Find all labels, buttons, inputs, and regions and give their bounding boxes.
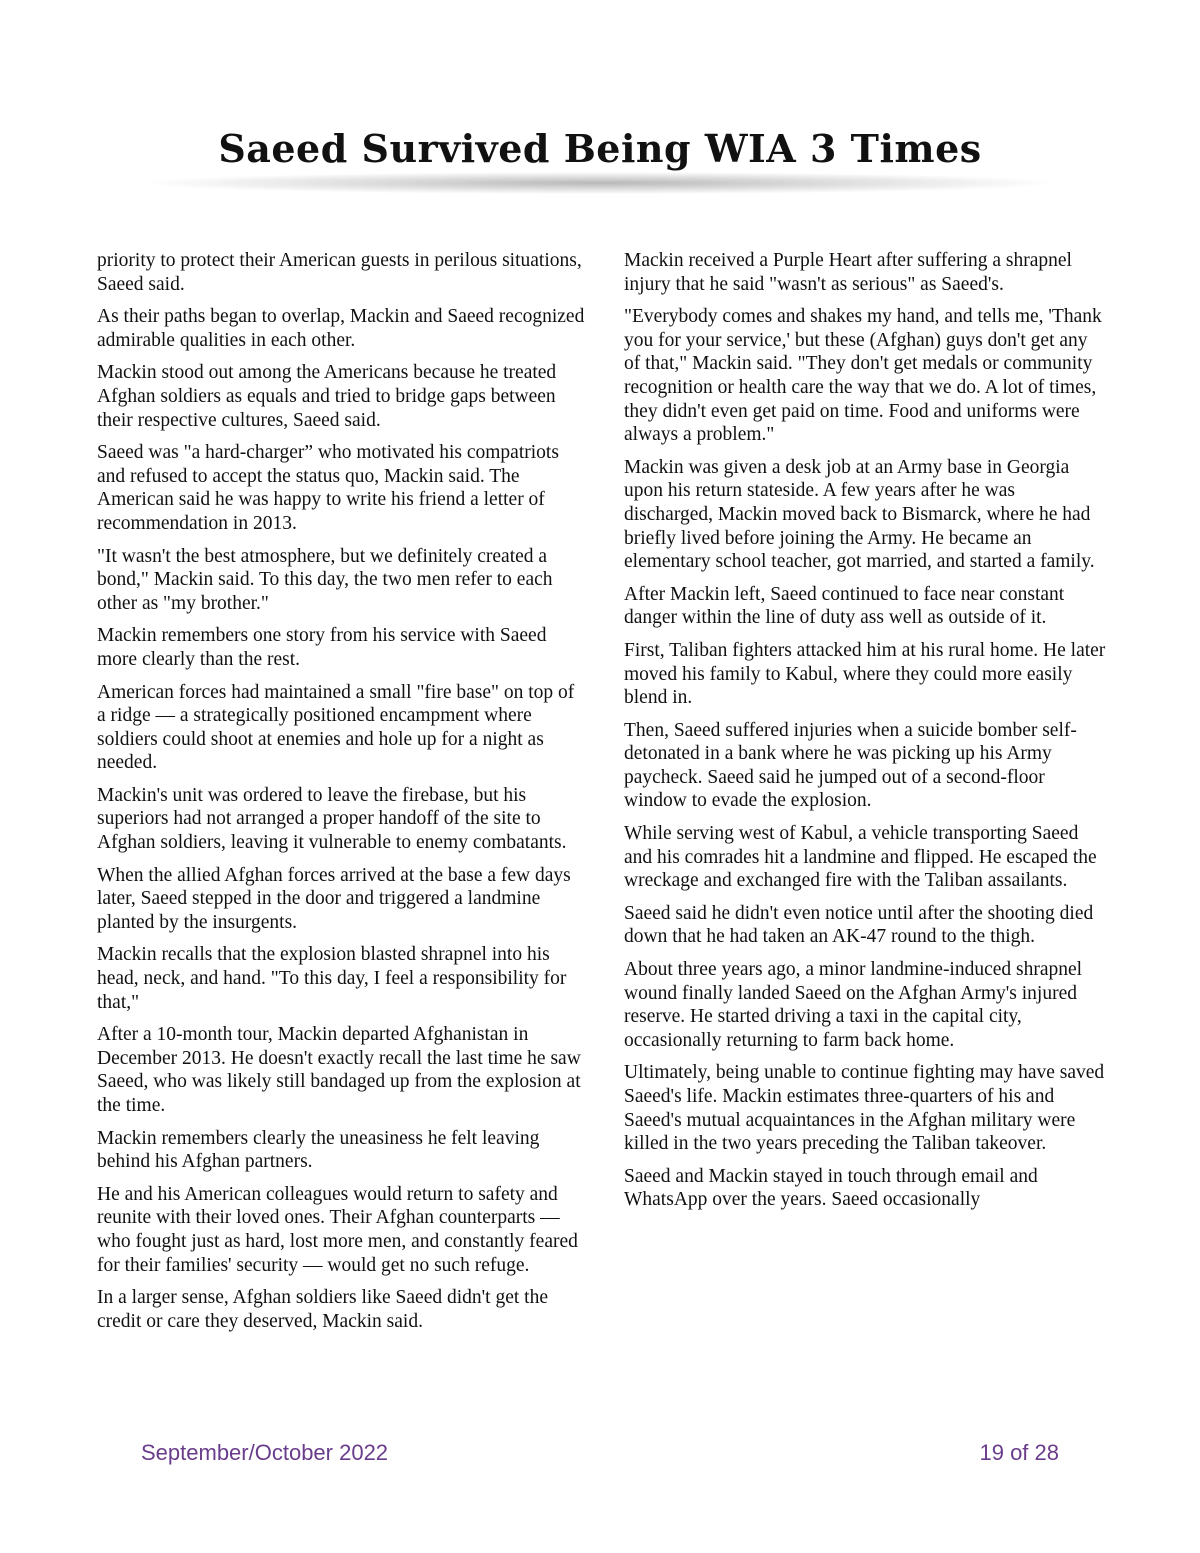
right-column bbox=[624, 249, 1108, 1221]
paragraph: "It wasn't the best atmosphere, but we definitely created a bond," Mackin said. To this day, the two men refer to each other as "my brother." bbox=[97, 545, 553, 614]
footer-issue-date: September/October 2022 bbox=[141, 1440, 389, 1465]
footer-page-number: 19 of 28 bbox=[979, 1440, 1059, 1465]
paragraph: After a 10-month tour, Mackin departed Afghanistan in December 2013. He doesn't exactly recall the last time he saw Saeed, who was likely still bandaged up from the explosion at the time. bbox=[97, 1024, 581, 1116]
paragraph: "Everybody comes and shakes my hand, and tells me, 'Thank you for your service,' but these (Afghan) guys don't get any of that," Mackin said. "They don't get medals or community recognition or health care the way that we do. A lot of times, they didn't even get paid on time. Food and uniforms were always a problem." bbox=[624, 306, 1102, 446]
paragraph: Saeed was "a hard-charger” who motivated his compatriots and refused to accept the status quo, Mackin said. The American said he was happy to write his friend a letter of recommendation in 2013. bbox=[97, 442, 559, 534]
paragraph: priority to protect their American guests in perilous situations, Saeed said. bbox=[97, 250, 582, 295]
paragraph: Mackin stood out among the Americans because he treated Afghan soldiers as equals and tried to bridge gaps between their respective cultures, Saeed said. bbox=[97, 362, 557, 431]
paragraph: Mackin received a Purple Heart after suffering a shrapnel injury that he said "wasn't as serious" as Saeed's. bbox=[624, 250, 1072, 295]
paragraph: American forces had maintained a small "fire base" on top of a ridge — a strategically positioned encampment where soldiers could shoot at enemies and hole up for a night as needed. bbox=[97, 681, 575, 774]
paragraph: Mackin recalls that the explosion blasted shrapnel into his head, neck, and hand. "To this day, I feel a responsibility for that," bbox=[97, 944, 567, 1013]
paragraph: Then, Saeed suffered injuries when a suicide bomber self-detonated in a bank where he was picking up his Army paycheck. Saeed said he jumped out of a second-floor window to evade the explosion. bbox=[624, 719, 1077, 812]
paragraph: Mackin was given a desk job at an Army base in Georgia upon his return stateside. A few years after he was discharged, Mackin moved back to Bismarck, where he had briefly lived before joining the Army. He became an elementary school teacher, got married, and started a family. bbox=[624, 456, 1095, 573]
paragraph: After Mackin left, Saeed continued to face near constant danger within the line of duty ass well as outside of it. bbox=[624, 583, 1065, 629]
paragraph: Mackin remembers one story from his service with Saeed more clearly than the rest. bbox=[97, 625, 547, 670]
paragraph: First, Taliban fighters attacked him at his rural home. He later moved his family to Kabul, where they could more easily blend in. bbox=[624, 639, 1106, 709]
title-shadow-divider bbox=[150, 172, 1050, 194]
paragraph: When the allied Afghan forces arrived at the base a few days later, Saeed stepped in the door and triggered a landmine planted by the insurgents. bbox=[97, 864, 571, 933]
page-title: Saeed Survived Being WIA 3 Times bbox=[218, 126, 982, 171]
paragraph: Mackin remembers clearly the uneasiness he felt leaving behind his Afghan partners. bbox=[97, 1127, 540, 1173]
paragraph: As their paths began to overlap, Mackin and Saeed recognized admirable qualities in each other. bbox=[97, 306, 585, 351]
paragraph: About three years ago, a minor landmine-induced shrapnel wound finally landed Saeed on the Afghan Army's injured reserve. He started driving a taxi in the capital city, occasionally returning to farm back home. bbox=[624, 959, 1083, 1051]
left-column bbox=[97, 249, 587, 1342]
paragraph: Saeed said he didn't even notice until after the shooting died down that he had taken an AK-47 round to the thigh. bbox=[624, 902, 1094, 948]
paragraph: He and his American colleagues would return to safety and reunite with their loved ones. Their Afghan counterparts — who fought just as hard, lost more men, and constantly feared for their families' security — would get no such refuge. bbox=[97, 1183, 578, 1276]
paragraph: In a larger sense, Afghan soldiers like Saeed didn't get the credit or care they deserved, Mackin said. bbox=[97, 1287, 548, 1332]
paragraph: Mackin's unit was ordered to leave the firebase, but his superiors had not arranged a proper handoff of the site to Afghan soldiers, leaving it vulnerable to enemy combatants. bbox=[97, 784, 567, 854]
paragraph: While serving west of Kabul, a vehicle transporting Saeed and his comrades hit a landmine and flipped. He escaped the wreckage and exchanged fire with the Taliban assailants. bbox=[624, 823, 1097, 892]
paragraph: Ultimately, being unable to continue fighting may have saved Saeed's life. Mackin estimates three-quarters of his and Saeed's mutual acquaintances in the Afghan military were killed in the two years preceding the Taliban takeover. bbox=[624, 1062, 1105, 1155]
paragraph: Saeed and Mackin stayed in touch through email and WhatsApp over the years. Saeed occasionally bbox=[624, 1165, 1038, 1211]
